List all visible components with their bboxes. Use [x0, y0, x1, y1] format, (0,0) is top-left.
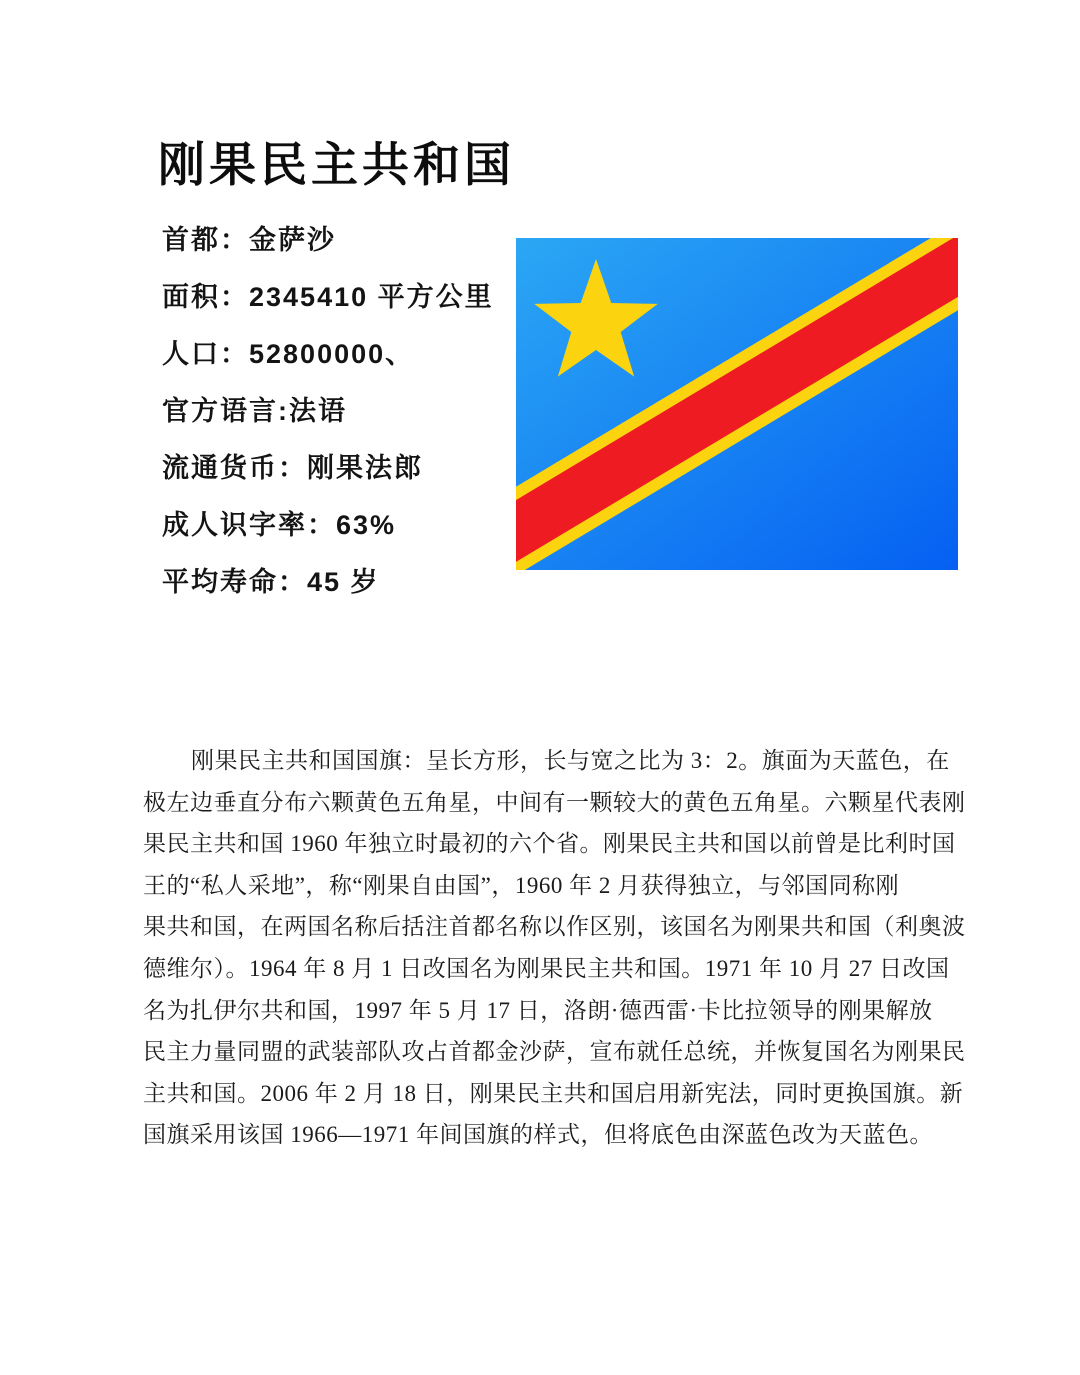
- fact-capital: 首都：金萨沙: [162, 225, 336, 255]
- fact-currency: 流通货币：刚果法郎: [162, 453, 423, 483]
- paragraph-line: 民主力量同盟的武装部队攻占首都金沙萨，宣布就任总统，并恢复国名为刚果民: [143, 1039, 966, 1065]
- flag-svg: [516, 238, 958, 570]
- fact-official-language: 官方语言:法语: [162, 396, 347, 426]
- paragraph-line: 果民主共和国 1960 年独立时最初的六个省。刚果民主共和国以前曾是比利时国: [143, 831, 956, 857]
- paragraph-line: 刚果民主共和国国旗：呈长方形，长与宽之比为 3：2。旗面为天蓝色，在: [191, 748, 950, 773]
- paragraph-line: 名为扎伊尔共和国，1997 年 5 月 17 日，洛朗·德西雷·卡比拉领导的刚果解放: [143, 997, 933, 1023]
- page-title: 刚果民主共和国: [158, 138, 515, 191]
- paragraph-line: 果共和国，在两国名称后括注首都名称以作区别，该国名为刚果共和国（利奥波: [143, 914, 966, 940]
- paragraph-line: 极左边垂直分布六颗黄色五角星，中间有一颗较大的黄色五角星。六颗星代表刚: [143, 789, 966, 815]
- facts-list: [162, 226, 502, 625]
- fact-literacy-rate: 成人识字率：63%: [162, 510, 397, 540]
- fact-life-expectancy: 平均寿命：45 岁: [162, 567, 380, 597]
- fact-population: 人口：52800000、: [162, 339, 415, 369]
- fact-area: 面积：2345410 平方公里: [162, 282, 494, 312]
- paragraph-line: 国旗采用该国 1966—1971 年间国旗的样式，但将底色由深蓝色改为天蓝色。: [143, 1122, 933, 1148]
- flag-image: [516, 238, 958, 570]
- flag-description-paragraph: [143, 740, 966, 1156]
- paragraph-line: 王的“私人采地”，称“刚果自由国”，1960 年 2 月获得独立，与邻国同称刚: [143, 872, 900, 898]
- paragraph-line: 德维尔）。1964 年 8 月 1 日改国名为刚果民主共和国。1971 年 10 月 27 日改国: [143, 955, 950, 981]
- paragraph-line: 主共和国。2006 年 2 月 18 日，刚果民主共和国启用新宪法，同时更换国旗。新: [143, 1080, 964, 1106]
